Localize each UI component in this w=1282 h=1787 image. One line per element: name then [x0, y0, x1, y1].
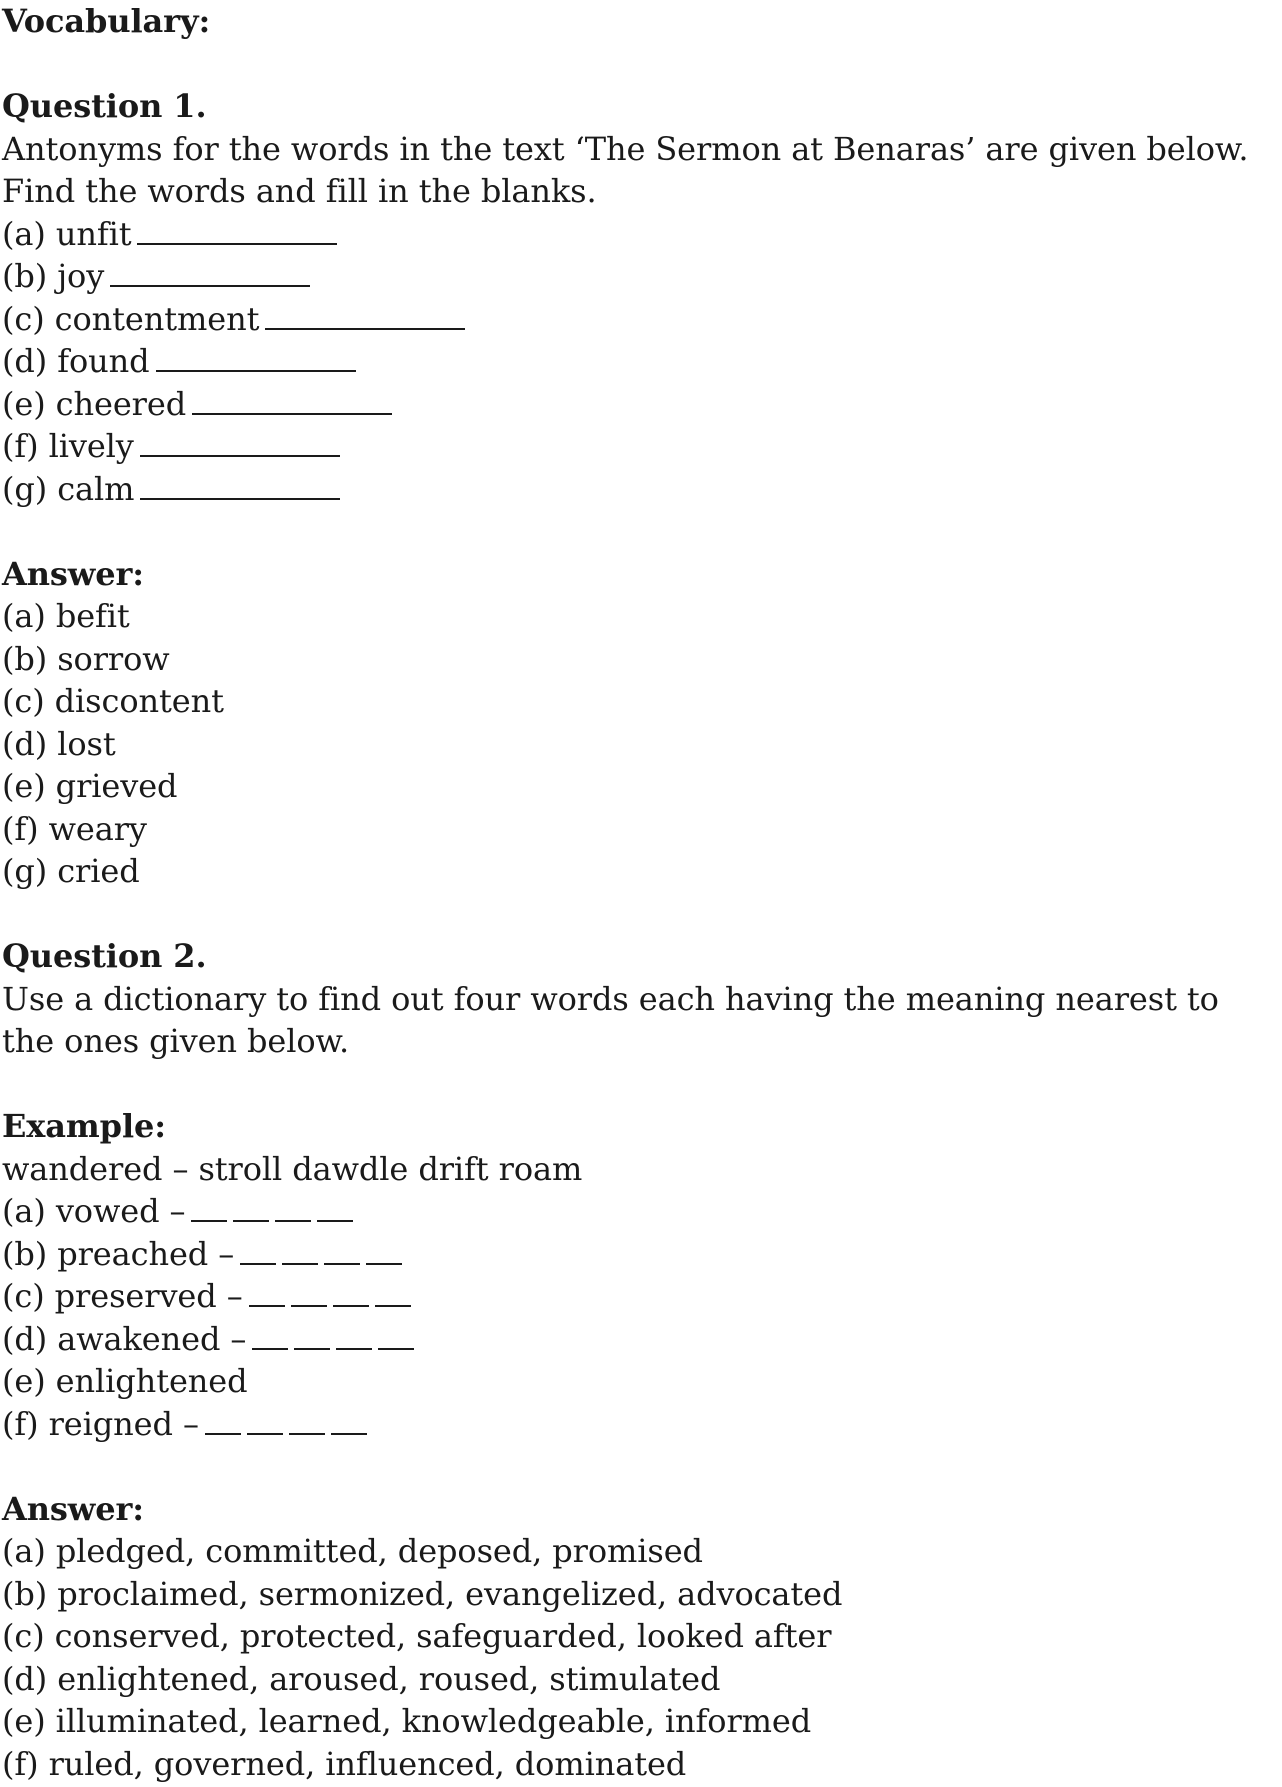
fill-blank: [336, 1320, 372, 1350]
fill-blank: [289, 1405, 325, 1435]
example-title: Example:: [2, 1107, 166, 1145]
fill-blank: [375, 1277, 411, 1307]
question-1-prompt: Antonyms for the words in the text ‘The Sermon at Benaras’ are given below. Find the words and fill in the blanks.: [2, 129, 1249, 210]
q1-answer: (a) befit: [2, 597, 130, 635]
fill-blank: [110, 257, 310, 287]
q2-answer: (d) enlightened, aroused, roused, stimulated: [2, 1659, 721, 1698]
q1-answer: (b) sorrow: [2, 639, 170, 678]
q1-answer: (e) grieved: [2, 767, 178, 805]
spacer: [2, 1445, 1277, 1488]
q1-item: [2, 383, 1277, 426]
fill-blank: [378, 1320, 414, 1350]
q2-answer: (a) pledged, committed, deposed, promised: [2, 1532, 703, 1570]
q2-item-label: (c) preserved –: [2, 1277, 243, 1315]
question-2-answer-title: Answer:: [2, 1489, 144, 1528]
fill-blank: [294, 1320, 330, 1350]
q2-answer: (c) conserved, protected, safeguarded, looked after: [2, 1617, 832, 1655]
question-2-prompt: Use a dictionary to find out four words each having the meaning nearest to the ones given below.: [2, 979, 1219, 1060]
fill-blank: [233, 1192, 269, 1222]
fill-blank: [191, 1192, 227, 1222]
fill-blank: [247, 1405, 283, 1435]
q1-item: [2, 340, 1277, 383]
fill-blank: [317, 1192, 353, 1222]
fill-blank: [282, 1235, 318, 1265]
q1-item-label: (f) lively: [2, 427, 134, 465]
q1-item-label: (e) cheered: [2, 384, 187, 423]
q1-item: [2, 468, 1277, 511]
q2-item-label: (b) preached –: [2, 1234, 235, 1273]
fill-blank: [331, 1405, 367, 1435]
fill-blank: [140, 427, 340, 457]
fill-blank: [205, 1405, 241, 1435]
fill-blank: [333, 1277, 369, 1307]
q2-item: [2, 1360, 1277, 1403]
q2-item-label: (f) reigned –: [2, 1404, 199, 1443]
q2-answer: (e) illuminated, learned, knowledgeable, informed: [2, 1702, 812, 1740]
document-page: [2, 0, 1277, 1785]
q1-item: [2, 255, 1277, 298]
q1-item-label: (a) unfit: [2, 214, 132, 253]
fill-blank: [275, 1192, 311, 1222]
fill-blank: [192, 385, 392, 415]
q1-item: [2, 425, 1277, 468]
question-1-answer-title: Answer:: [2, 554, 144, 593]
fill-blank: [249, 1277, 285, 1307]
q2-item: [2, 1190, 1277, 1233]
spacer: [2, 893, 1277, 936]
q1-item-label: (b) joy: [2, 257, 105, 295]
q1-item-label: (c) contentment: [2, 299, 260, 338]
spacer: [2, 43, 1277, 86]
question-2-title: Question 2.: [2, 937, 207, 975]
q1-item: [2, 213, 1277, 256]
fill-blank: [137, 215, 337, 245]
q1-item-label: (g) calm: [2, 469, 135, 508]
q2-item: [2, 1403, 1277, 1446]
question-1-title: Question 1.: [2, 87, 207, 125]
fill-blank: [140, 470, 340, 500]
q2-item: [2, 1318, 1277, 1361]
fill-blank: [324, 1235, 360, 1265]
q1-answer: (c) discontent: [2, 682, 224, 720]
q2-item: [2, 1275, 1277, 1318]
q1-item-label: (d) found: [2, 342, 150, 380]
fill-blank: [366, 1235, 402, 1265]
fill-blank: [156, 342, 356, 372]
q1-answer: (d) lost: [2, 724, 116, 763]
fill-blank: [265, 300, 465, 330]
q1-answer: (g) cried: [2, 852, 140, 890]
q2-item-label: (d) awakened –: [2, 1319, 247, 1358]
fill-blank: [291, 1277, 327, 1307]
spacer: [2, 510, 1277, 553]
q2-answer: (f) ruled, governed, influenced, dominated: [2, 1744, 687, 1783]
fill-blank: [240, 1235, 276, 1265]
vocabulary-heading: Vocabulary:: [2, 2, 211, 40]
q2-item-label: (e) enlightened: [2, 1362, 248, 1400]
q1-item: [2, 298, 1277, 341]
fill-blank: [252, 1320, 288, 1350]
q2-item: [2, 1233, 1277, 1276]
spacer: [2, 1063, 1277, 1106]
q2-answer: (b) proclaimed, sermonized, evangelized, advocated: [2, 1574, 843, 1613]
q2-item-label: (a) vowed –: [2, 1192, 186, 1230]
q1-answer: (f) weary: [2, 809, 147, 848]
example-text: wandered – stroll dawdle drift roam: [2, 1149, 583, 1188]
